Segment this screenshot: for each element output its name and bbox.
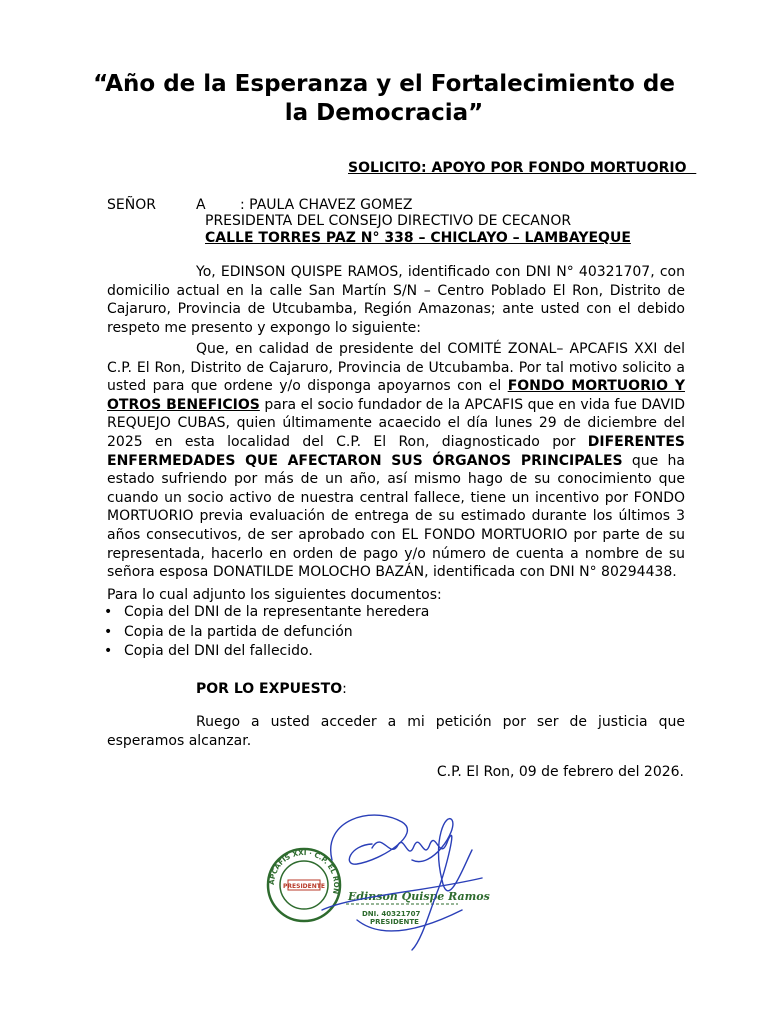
list-item: • Copia del DNI del fallecido. xyxy=(104,642,504,662)
request-text-1: Que, en calidad de presidente del COMITÉ ZONAL– APCAFIS XXI del C.P. El Ron, Distrito de Cajaruro, Provincia de Utcubamba. Por tal motivo solicito a usted para que ordene y/o disponga apoyarnos con el xyxy=(107,341,685,395)
title-line-1: “Año de la Esperanza y el Fortalecimiento de xyxy=(93,71,675,97)
attachments-list xyxy=(104,603,504,662)
stamp-dni: DNI. 40321707 xyxy=(362,910,421,918)
list-item: • Copia del DNI de la representante heredera xyxy=(104,603,504,623)
subject-line: SOLICITO: APOYO POR FONDO MORTUORIO xyxy=(348,160,697,176)
handwritten-signature xyxy=(322,815,482,950)
paragraph-request xyxy=(107,340,685,582)
addressee-name: : PAULA CHAVEZ GOMEZ xyxy=(240,197,413,213)
addressee-address: CALLE TORRES PAZ N° 338 – CHICLAYO – LAMBAYEQUE xyxy=(205,230,631,246)
bullet-icon: • xyxy=(104,623,113,640)
request-text-2: para el socio fundador de la APCAFIS que en vida fue DAVID REQUEJO CUBAS, quien últimamente acaecido el día lunes 29 de diciembre del 2025 en esta localidad del C.P. El Ron, diagnosticado por xyxy=(107,396,685,450)
document-date: C.P. El Ron, 09 de febrero del 2026. xyxy=(436,764,684,780)
list-item: • Copia de la partida de defunción xyxy=(104,623,504,643)
attachments-intro: Para lo cual adjunto los siguientes documentos: xyxy=(107,587,442,603)
request-text-3: que ha estado sufriendo por más de un año, así mismo hago de su conocimiento que cuando un socio activo de nuestra central fallece, tiene un incentivo por FONDO MORTUORIO previa evaluación de entrega de su estimado durante los últimos 3 años consecutivos, de ser aprobado con EL FONDO MORTUORIO por parte de su representada, hacerlo en orden de pago y/o número de cuenta a nombre de su señora esposa DONATILDE MOLOCHO BAZÁN, identificada con DNI N° 80294438. xyxy=(107,452,685,581)
addressee-a: A xyxy=(196,197,206,213)
stamp-role: PRESIDENTE xyxy=(370,918,419,926)
stamp-ring-text: APCAFIS XXI · C.P. EL RON xyxy=(267,848,341,895)
bullet-icon: • xyxy=(104,643,113,659)
signature-stamp xyxy=(262,800,522,960)
addressee-label: SEÑOR xyxy=(107,197,156,213)
request-bold-fund: FONDO MORTUORIO Y OTROS BENEFICIOS xyxy=(107,378,685,413)
addressee-position: PRESIDENTA DEL CONSEJO DIRECTIVO DE CECANOR xyxy=(205,213,572,229)
stamp-center-text: PRESIDENTE xyxy=(283,883,325,890)
stamp-name: Edinson Quispe Ramos xyxy=(348,890,490,903)
title-line-2: la Democracia” xyxy=(284,100,484,126)
paragraph-intro: Yo, EDINSON QUISPE RAMOS, identificado con DNI N° 40321707, con domicilio actual en la calle San Martín S/N – Centro Poblado El Ron, Distrito de Cajaruro, Provincia de Utcubamba, Región Amazonas; ante usted con el debido respeto me presento y expongo lo siguiente: xyxy=(107,264,685,336)
document-title xyxy=(60,70,708,128)
expuesto-heading: POR LO EXPUESTO: xyxy=(196,681,347,697)
bullet-icon: • xyxy=(104,604,113,620)
closing-paragraph: Ruego a usted acceder a mi petición por ser de justicia que esperamos alcanzar. xyxy=(107,714,685,749)
request-bold-diagnosis: DIFERENTES ENFERMEDADES QUE AFECTARON SUS ÓRGANOS PRINCIPALES xyxy=(107,433,685,469)
